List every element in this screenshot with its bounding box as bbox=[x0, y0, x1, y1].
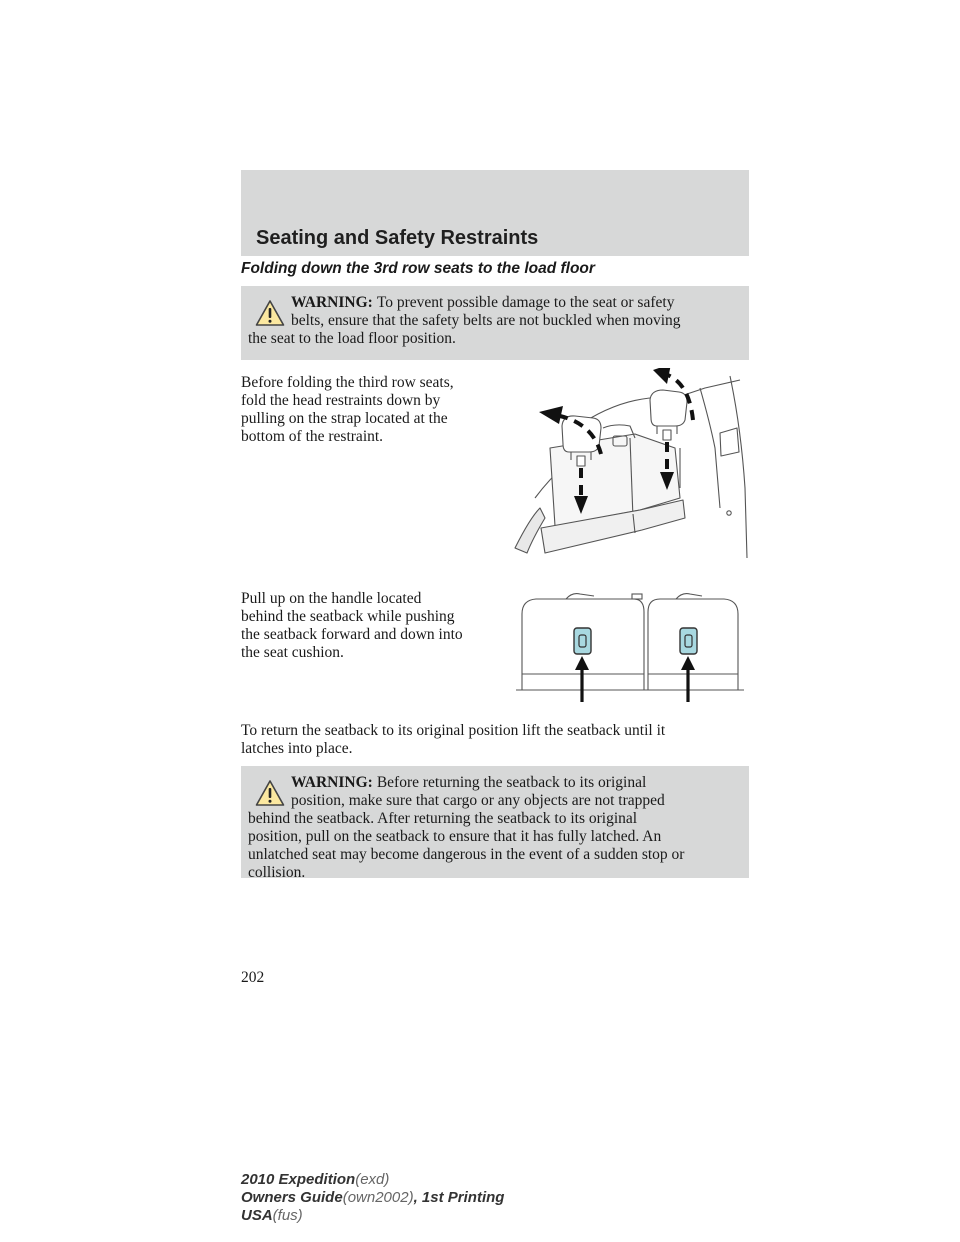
warning-triangle-icon bbox=[255, 779, 285, 807]
document-footer bbox=[241, 1171, 504, 1225]
warning-line-1: WARNING: To prevent possible damage to the seat or safety bbox=[291, 294, 675, 311]
head-restraint-instructions: Before folding the third row seats, fold the head restraints down by pulling on the strap located at the bottom of the restraint. bbox=[241, 374, 454, 445]
page-number: 202 bbox=[241, 969, 265, 986]
seatback-handle-illustration bbox=[516, 590, 744, 702]
warning-box-latching bbox=[241, 766, 749, 881]
warning-line-3: the seat to the load floor position. bbox=[248, 330, 456, 347]
warning-line-5: unlatched seat may become dangerous in the event of a sudden stop or bbox=[248, 846, 685, 863]
warning-line-4: position, pull on the seatback to ensure that it has fully latched. An bbox=[248, 828, 662, 845]
warning-label: WARNING: bbox=[291, 294, 373, 311]
warning-box-seat-damage bbox=[241, 286, 749, 360]
warning-line-1: WARNING: Before returning the seatback to its original bbox=[291, 774, 647, 791]
warning-triangle-icon bbox=[255, 299, 285, 327]
release-handle-icon bbox=[680, 628, 697, 654]
warning-line-2: position, make sure that cargo or any objects are not trapped bbox=[291, 792, 665, 809]
head-restraint-fold-illustration bbox=[505, 368, 757, 564]
section-title: Seating and Safety Restraints bbox=[256, 227, 539, 249]
warning-line-3: behind the seatback. After returning the seatback to its original bbox=[248, 810, 638, 827]
warning-line-2: belts, ensure that the safety belts are not buckled when moving bbox=[291, 312, 681, 329]
warning-label: WARNING: bbox=[291, 774, 373, 791]
warning-line-6: collision. bbox=[248, 864, 306, 881]
seatback-fold-instructions: Pull up on the handle located behind the seatback while pushing the seatback forward and down into the seat cushion. bbox=[241, 590, 463, 661]
footer-line-market: USA(fus) bbox=[241, 1207, 303, 1224]
subsection-heading: Folding down the 3rd row seats to the load floor bbox=[241, 260, 595, 277]
return-seatback-text: To return the seatback to its original position lift the seatback until it latches into place. bbox=[241, 722, 666, 757]
footer-line-guide: Owners Guide(own2002), 1st Printing bbox=[241, 1189, 505, 1206]
release-handle-icon bbox=[574, 628, 591, 654]
footer-line-model: 2010 Expedition(exd) bbox=[241, 1171, 390, 1188]
section-header-band bbox=[241, 170, 749, 256]
